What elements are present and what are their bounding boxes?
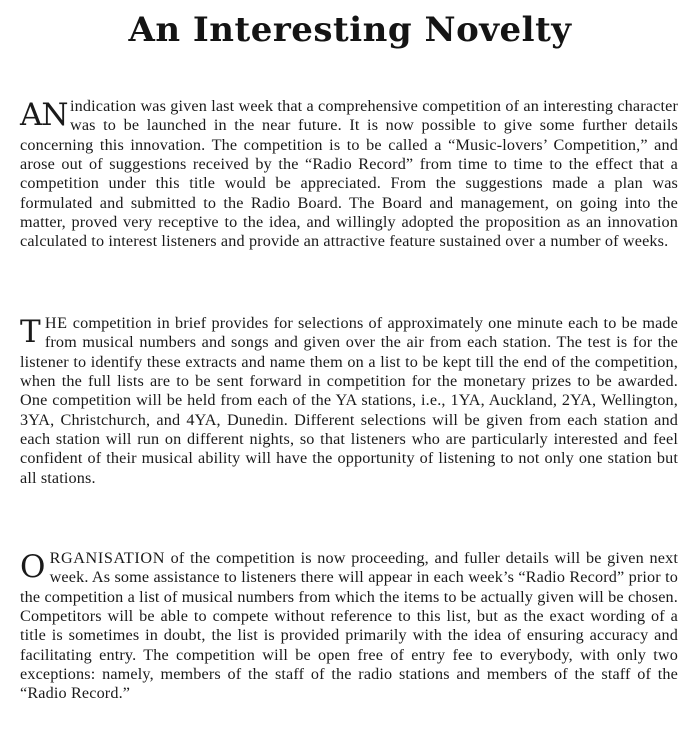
lead-word-3: RGANISATION <box>49 549 165 567</box>
paragraph-1 <box>20 97 678 252</box>
article-title: An Interesting Novelty <box>128 10 572 50</box>
paragraph-3-text: of the competition is now proceeding, and fuller details will be given next week. As some assistance to listeners there will appear in each week’s “Radio Record” prior to the competition a list of musical numbers from which the items to be actually given will be chosen. Competitors will be able to compete without reference to this list, but as the exact wording of a title is sometimes in doubt, the list is provided primarily with the idea of ensuring accuracy and facilitating entry. The competition will be open free of entry fee to everybody, with only two exceptions: namely, members of the staff of the radio stations and members of the staff of the “Radio Record.” <box>20 549 678 703</box>
paragraph-3-body <box>20 549 678 704</box>
paragraph-1-text: indication was given last week that a comprehensive competition of an interesting character was to be launched in the near future. It is now possible to give some further details concerning this innovation. The competition is to be called a “Music-lovers’ Competition,” and arose out of suggestions received by the “Radio Record” from time to time to the effect that a competition under this title would be appreciated. From the suggestions made a plan was formulated and submitted to the Radio Board. The Board and management, on going into the matter, proved very receptive to the idea, and willingly adopted the proposition as an innovation calculated to interest listeners and provide an attractive feature sustained over a number of weeks. <box>20 97 678 251</box>
paragraph-2-text: competition in brief provides for selections of approximately one minute each to be made from musical numbers and songs and given over the air from each station. The test is for the listener to identify these extracts and name them on a list to be kept till the end of the competition, when the full lists are to be sent forward in competition for the monetary prizes to be awarded. One competition will be held from each of the YA stations, i.e., 1YA, Auckland, 2YA, Wellington, 3YA, Christchurch, and 4YA, Dunedin. Different selections will be given from each station and each station will run on different nights, so that listeners who are particularly interested and feel confident of their musical ability will have the opportunity of listening to not only one station but all stations. <box>20 314 678 487</box>
drop-cap-1: AN <box>20 97 68 133</box>
lead-word-2: HE <box>44 314 68 332</box>
drop-cap-2: T <box>20 314 41 350</box>
paragraph-3 <box>20 549 678 704</box>
paragraph-2-body <box>20 314 678 488</box>
paragraph-2 <box>20 314 678 488</box>
drop-cap-3: O <box>20 549 46 585</box>
paragraph-1-body <box>20 97 678 252</box>
